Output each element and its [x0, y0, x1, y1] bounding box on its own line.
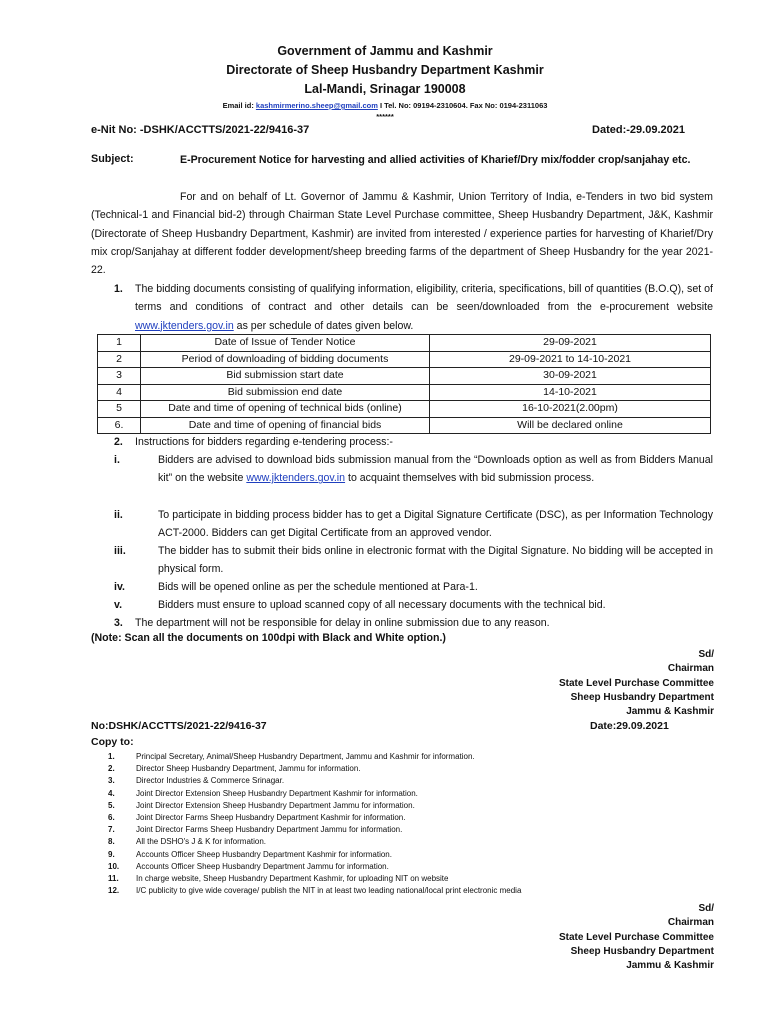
nit-date: Dated:-29.09.2021	[592, 124, 685, 136]
point-1-text-before: The bidding documents consisting of qualifying information, eligibility, criteria, specifications, bill of quantities (B.O.Q), set of terms and conditions of contract and other details can be seen/downloaded from the e-procurement website	[135, 283, 713, 314]
copy-list-text: Joint Director Extension Sheep Husbandry Department Jammu for information.	[136, 800, 415, 810]
copy-list-item	[108, 775, 521, 787]
copy-list-number: 5.	[108, 800, 115, 810]
point-3-text: The department will not be responsible for delay in online submission due to any reason.	[135, 617, 550, 629]
schedule-row-event: Date and time of opening of technical bids (online)	[141, 401, 430, 418]
copy-list-item	[108, 885, 521, 897]
copy-list	[108, 751, 521, 897]
copy-list-number: 9.	[108, 849, 115, 859]
schedule-row-number: 4	[98, 384, 141, 401]
copy-list-text: Joint Director Farms Sheep Husbandry Department Jammu for information.	[136, 825, 403, 835]
instruction-v-number: v.	[114, 599, 123, 611]
copy-list-item	[108, 751, 521, 763]
point-1-text	[135, 280, 713, 335]
copy-list-number: 1.	[108, 752, 115, 761]
schedule-row-number: 5	[98, 401, 141, 418]
header-address: Lal-Mandi, Srinagar 190008	[304, 82, 466, 96]
header-stars: ******	[376, 112, 394, 121]
subject-label: Subject:	[91, 153, 134, 165]
copy-list-text: I/C publicity to give wide coverage/ publish the NIT in at least two leading national/local print electronic media	[136, 886, 522, 896]
footer-ref-date: Date:29.09.2021	[590, 720, 669, 732]
signature-committee-2: State Level Purchase Committee	[558, 931, 714, 943]
schedule-row-date: Will be declared online	[430, 417, 711, 434]
signature-state-2: Jammu & Kashmir	[626, 960, 714, 972]
signature-title-2: Chairman	[667, 917, 714, 929]
nit-number: e-Nit No: -DSHK/ACCTTS/2021-22/9416-37	[91, 124, 310, 136]
schedule-row	[98, 335, 711, 352]
copy-list-item	[108, 836, 521, 848]
instruction-i-text-after: to acquaint themselves with bid submission process.	[345, 472, 595, 485]
schedule-row-date: 16-10-2021(2.00pm)	[430, 401, 711, 418]
copy-list-item	[108, 824, 521, 836]
copy-list-number: 4.	[108, 788, 115, 798]
sd-mark: Sd/	[698, 649, 714, 660]
schedule-row-event: Date and time of opening of financial bids	[141, 417, 430, 434]
copy-list-number: 2.	[108, 764, 115, 774]
copy-list-item	[108, 763, 521, 775]
instruction-iii-text: The bidder has to submit their bids online in electronic format with the Digital Signature. No bidding will be accepted in physical form.	[158, 545, 713, 576]
schedule-row	[98, 351, 711, 368]
phone-fax: I Tel. No: 09194-2310604. Fax No: 0194-2311063	[377, 101, 548, 110]
schedule-row-date: 30-09-2021	[430, 368, 711, 385]
copy-list-text: Accounts Officer Sheep Husbandry Department Kashmir for information.	[136, 849, 392, 859]
instruction-iv-text: Bids will be opened online as per the schedule mentioned at Para-1.	[158, 581, 478, 593]
schedule-row	[98, 384, 711, 401]
schedule-table	[97, 334, 711, 434]
copy-list-number: 12.	[108, 886, 120, 896]
instruction-iv-number: iv.	[114, 581, 125, 593]
subject-text: E-Procurement Notice for harvesting and allied activities of Kharief/Dry mix/fodder crop/sanjahay etc.	[180, 154, 691, 166]
schedule-row-event: Bid submission end date	[141, 384, 430, 401]
instruction-iii-number: iii.	[114, 545, 126, 557]
schedule-row-number: 1	[98, 335, 141, 352]
instruction-v-text: Bidders must ensure to upload scanned copy of all necessary documents with the technical bid.	[158, 599, 606, 611]
copy-list-item	[108, 849, 521, 861]
signature-block-2	[559, 902, 714, 973]
copy-list-item	[108, 788, 521, 800]
header-directorate: Directorate of Sheep Husbandry Department Kashmir	[226, 63, 544, 77]
schedule-row	[98, 417, 711, 434]
sd-mark-2: Sd/	[698, 903, 714, 914]
copy-list-item	[108, 800, 521, 812]
point-2-text: Instructions for bidders regarding e-tendering process:-	[135, 436, 393, 448]
signature-block-1	[559, 648, 714, 719]
instruction-ii-text: To participate in bidding process bidder has to get a Digital Signature Certificate (DSC), as per Information Technology ACT-2000. Bidders can get Digital Certificate from an approved vendor.	[158, 509, 713, 540]
schedule-row-event: Bid submission start date	[141, 368, 430, 385]
copy-list-text: Accounts Officer Sheep Husbandry Department Jammu for information.	[136, 861, 389, 871]
scan-note: (Note: Scan all the documents on 100dpi with Black and White option.)	[91, 632, 446, 644]
instruction-i-text	[158, 451, 713, 488]
point-3-number: 3.	[114, 617, 123, 629]
copy-list-number: 3.	[108, 776, 115, 786]
copy-list-number: 8.	[108, 837, 115, 847]
schedule-row-number: 6.	[98, 417, 141, 434]
signature-state: Jammu & Kashmir	[626, 706, 714, 718]
schedule-row-number: 3	[98, 368, 141, 385]
copy-list-number: 10.	[108, 861, 120, 871]
instruction-ii-number: ii.	[114, 509, 123, 521]
signature-committee: State Level Purchase Committee	[558, 677, 714, 689]
schedule-row-date: 14-10-2021	[430, 384, 711, 401]
footer-ref-number: No:DSHK/ACCTTS/2021-22/9416-37	[91, 720, 267, 732]
copy-list-text: All the DSHO's J & K for information.	[136, 837, 267, 847]
signature-department-2: Sheep Husbandry Department	[570, 945, 714, 957]
copy-list-text: In charge website, Sheep Husbandry Department Kashmir, for uploading NIT on website	[136, 874, 449, 884]
copy-to-label: Copy to:	[91, 736, 134, 748]
schedule-row	[98, 368, 711, 385]
signature-title: Chairman	[667, 663, 714, 675]
copy-list-number: 7.	[108, 825, 115, 835]
schedule-row-date: 29-09-2021	[430, 335, 711, 352]
copy-list-text: Director Industries & Commerce Srinagar.	[136, 776, 285, 786]
email-label: Email id:	[222, 101, 256, 110]
header-government: Government of Jammu and Kashmir	[277, 44, 493, 58]
schedule-row-date: 29-09-2021 to 14-10-2021	[430, 351, 711, 368]
header-contact	[0, 101, 770, 110]
instruction-i-text-before: Bidders are advised to download bids submission manual from the “Downloads option as well as from Bidders Manual kit” on the website	[158, 454, 713, 485]
schedule-row-event: Period of downloading of bidding documents	[141, 351, 430, 368]
email-link[interactable]: kashmirmerino.sheep@gmail.com	[255, 101, 378, 110]
point-1-number: 1.	[114, 283, 123, 295]
jktenders-link[interactable]: www.jktenders.gov.in	[135, 319, 234, 332]
copy-list-text: Director Sheep Husbandry Department, Jammu for information.	[136, 764, 361, 774]
signature-department: Sheep Husbandry Department	[570, 691, 714, 703]
copy-list-item	[108, 861, 521, 873]
schedule-row	[98, 401, 711, 418]
copy-list-number: 11.	[108, 874, 119, 884]
copy-list-item	[108, 873, 521, 885]
copy-list-number: 6.	[108, 813, 115, 823]
schedule-row-event: Date of Issue of Tender Notice	[141, 335, 430, 352]
copy-list-text: Principal Secretary, Animal/Sheep Husbandry Department, Jammu and Kashmir for information.	[136, 752, 475, 761]
intro-paragraph: For and on behalf of Lt. Governor of Jammu & Kashmir, Union Territory of India, e-Tenders in two bid system (Technical-1 and Financial bid-2) through Chairman State Level Purchase committee, Sheep Husbandry Department, J&K, Kashmir (Directorate of Sheep Husbandry Department, Kashmir) are invited from interested / experience parties for harvesting of Kharief/Dry mix crop/Sanjahay at different fodder development/sheep breeding farms of the department of Sheep Husbandry for the year 2021-22.	[91, 191, 713, 277]
copy-list-text: Joint Director Extension Sheep Husbandry Department Kashmir for information.	[136, 788, 418, 798]
instruction-i-number: i.	[114, 454, 120, 466]
copy-list-text: Joint Director Farms Sheep Husbandry Department Kashmir for information.	[136, 813, 406, 823]
schedule-row-number: 2	[98, 351, 141, 368]
copy-list-item	[108, 812, 521, 824]
point-1-text-after: as per schedule of dates given below.	[233, 319, 414, 332]
point-2-number: 2.	[114, 436, 123, 448]
jktenders-link-2[interactable]: www.jktenders.gov.in	[246, 472, 346, 485]
